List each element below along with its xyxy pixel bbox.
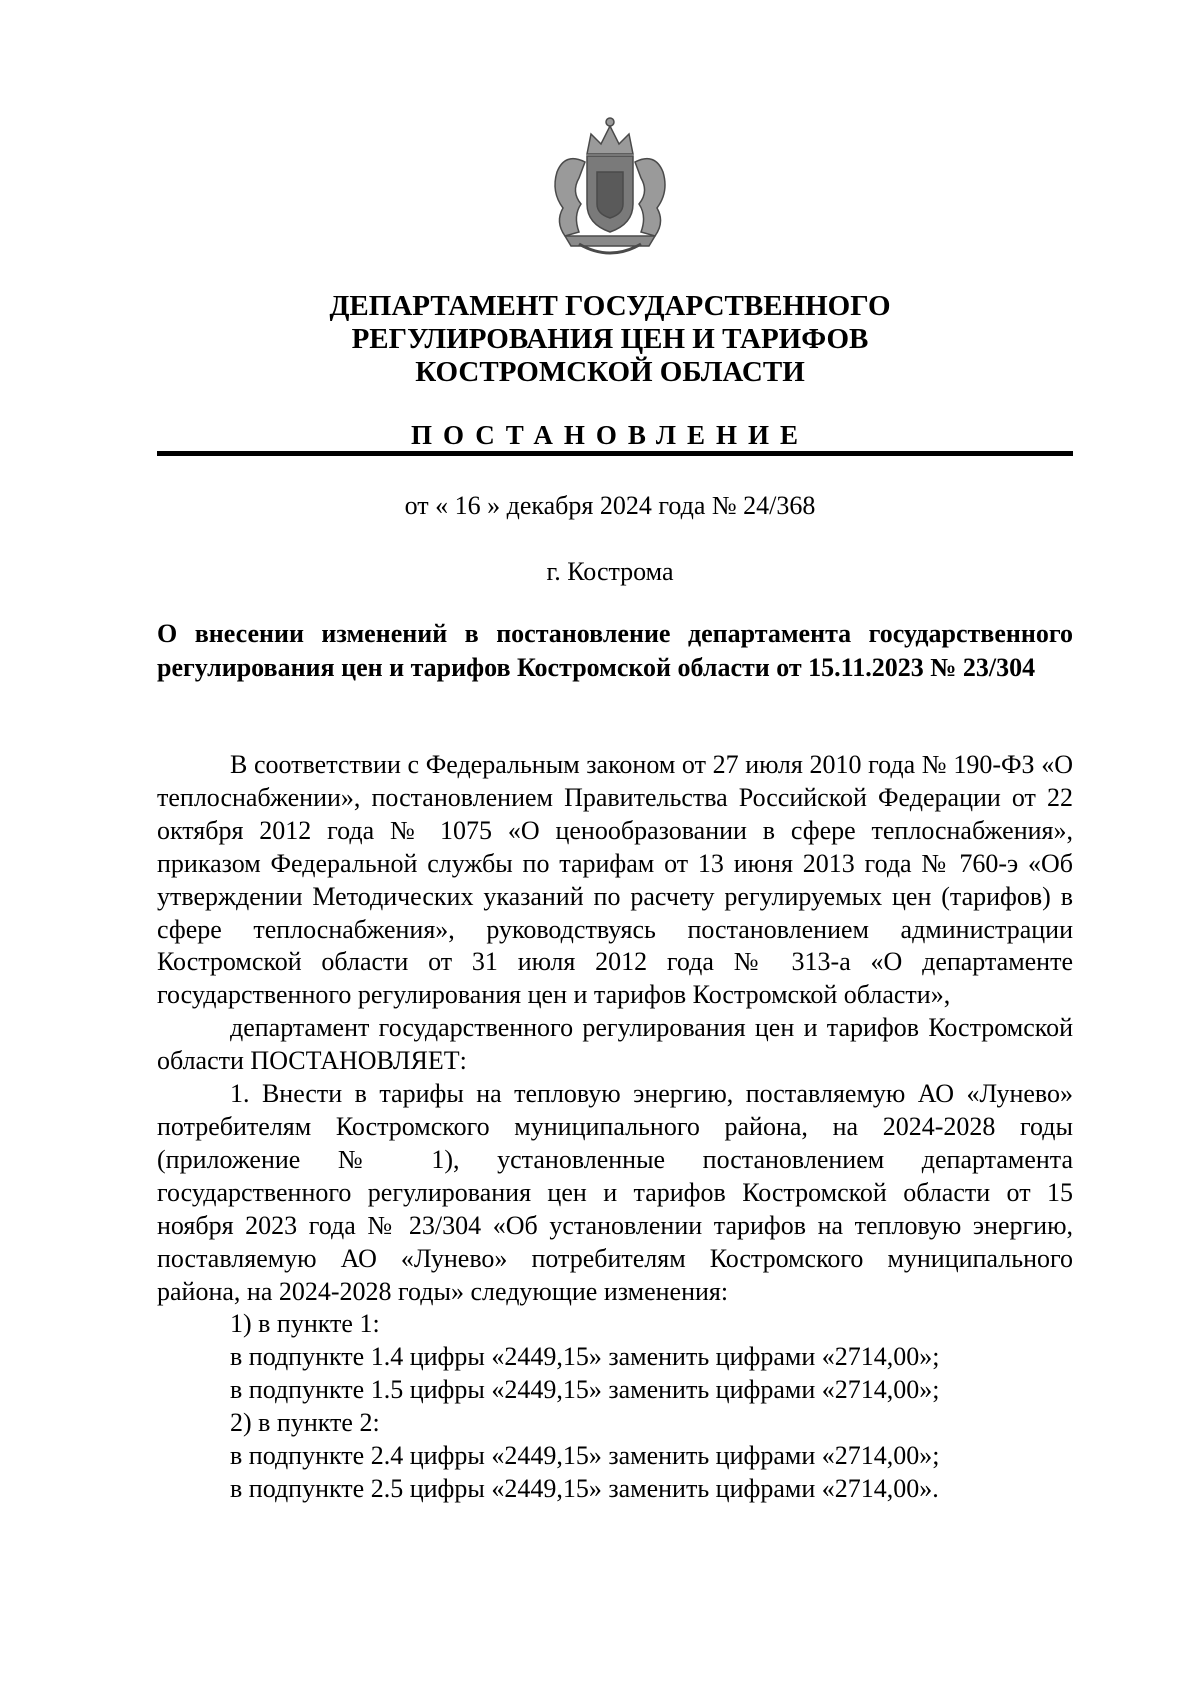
sub-item: 1) в пункте 1: [230, 1309, 380, 1339]
department-line: ДЕПАРТАМЕНТ ГОСУДАРСТВЕННОГО [329, 290, 891, 322]
resolution-paragraph: департамент государственного регулирования цен и тарифов Костромской области ПОСТАНОВЛЯЕТ: [157, 1013, 1073, 1076]
department-name [150, 290, 1070, 389]
city: г. Кострома [546, 557, 674, 586]
sub-item: в подпункте 1.4 цифры «2449,15» заменить цифрами «2714,00»; [230, 1342, 940, 1372]
department-line: РЕГУЛИРОВАНИЯ ЦЕН И ТАРИФОВ [351, 323, 869, 355]
sub-item: в подпункте 2.4 цифры «2449,15» заменить цифрами «2714,00»; [230, 1441, 940, 1471]
header-rule [157, 451, 1073, 456]
date-and-number: от « 16 » декабря 2024 года № 24/368 [404, 491, 816, 520]
document-type: ПОСТАНОВЛЕНИЕ [410, 420, 810, 450]
item-1-paragraph: 1. Внести в тарифы на тепловую энергию, поставляемую АО «Лунево» потребителям Костромского муниципального района, на 2024-2028 годы (приложение № 1), установленные постановлением департамента государственного регулирования цен и тарифов Костромской области от 15 ноября 2023 года № 23/304 «Об установлении тарифов на тепловую энергию, поставляемую АО «Лунево» потребителям Костромского муниципального района, на 2024-2028 годы» следующие изменения: [157, 1079, 1073, 1306]
department-line: КОСТРОМСКОЙ ОБЛАСТИ [415, 356, 805, 388]
sub-item: 2) в пункте 2: [230, 1408, 380, 1438]
sub-item: в подпункте 2.5 цифры «2449,15» заменить цифрами «2714,00». [230, 1473, 939, 1503]
document-title: О внесении изменений в постановление департамента государственного регулирования цен и тарифов Костромской области от 15.11.2023 № 23/304 [157, 619, 1073, 682]
preamble-paragraph: В соответствии с Федеральным законом от 27 июля 2010 года № 190-ФЗ «О теплоснабжении», постановлением Правительства Российской Федерации от 22 октября 2012 года № 1075 «О ценообразовании в сфере теплоснабжения», приказом Федеральной службы по тарифам от 13 июня 2013 года № 760-э «Об утверждении Методических указаний по расчету регулируемых цен (тарифов) в сфере теплоснабжения», руководствуясь постановлением администрации Костромской области от 31 июля 2012 года № 313-а «О департаменте государственного регулирования цен и тарифов Костромской области», [157, 750, 1073, 1010]
coat-of-arms-icon [535, 112, 685, 262]
document-body [157, 749, 1073, 1506]
sub-item: в подпункте 1.5 цифры «2449,15» заменить цифрами «2714,00»; [230, 1375, 940, 1405]
